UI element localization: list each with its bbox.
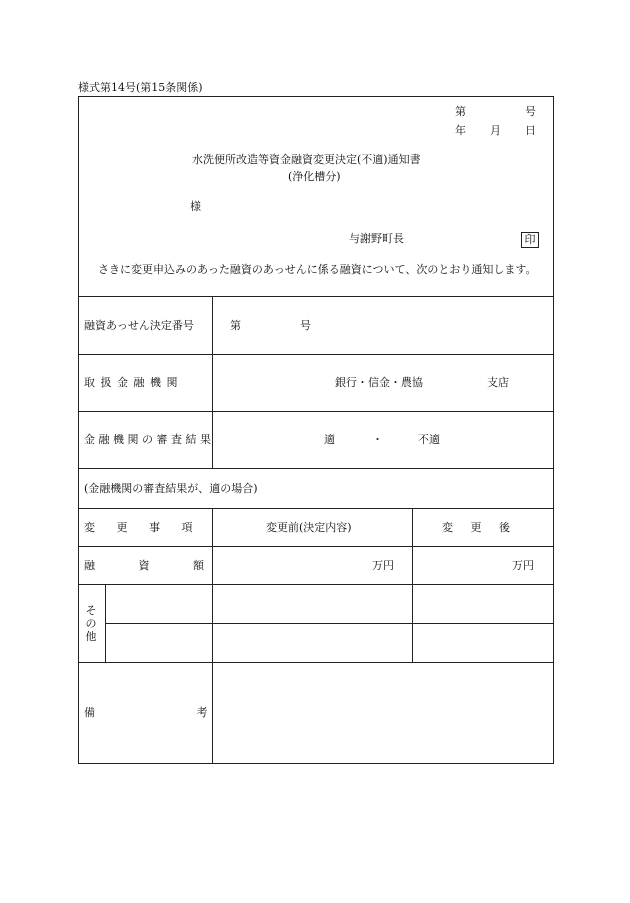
- loan-amount-label: 融 資 額: [84, 559, 204, 572]
- notice-body: さきに変更申込みのあった融資のあっせんに係る融資について、次のとおり通知します。: [98, 263, 537, 276]
- col-divider: [105, 584, 106, 662]
- decision-number-prefix: 第: [230, 319, 241, 332]
- row-divider: [78, 508, 554, 509]
- row-divider: [105, 623, 554, 624]
- col-divider: [212, 508, 213, 764]
- review-separator: ・: [372, 433, 383, 446]
- row-divider: [78, 546, 554, 547]
- row-divider: [78, 662, 554, 663]
- date-day: 日: [525, 124, 536, 137]
- form-label: 様式第14号(第15条関係): [78, 81, 203, 94]
- addressee-suffix: 様: [190, 200, 201, 213]
- document-title: 水洗便所改造等資金融資変更決定(不適)通知書: [192, 153, 421, 166]
- row-divider: [78, 468, 554, 469]
- date-month: 月: [490, 124, 501, 137]
- review-option-rejected: 不適: [418, 433, 440, 446]
- review-result-label: 金 融 機 関 の 審 査 結 果: [84, 433, 211, 446]
- remarks-label: 備 考: [84, 706, 208, 719]
- row-divider: [78, 296, 554, 297]
- decision-number-label: 融資あっせん決定番号: [84, 319, 194, 332]
- change-items-label: 変 更 事 項: [84, 521, 193, 534]
- review-option-approved: 適: [324, 433, 335, 446]
- institution-types: 銀行・信金・農協: [335, 376, 423, 389]
- row-divider: [78, 411, 554, 412]
- loan-after-unit: 万円: [512, 559, 534, 572]
- form-frame: [78, 96, 554, 764]
- number-prefix: 第: [455, 105, 466, 118]
- institution-label: 取 扱 金 融 機 関: [84, 376, 179, 389]
- row-divider: [78, 354, 554, 355]
- decision-number-suffix: 号: [300, 319, 311, 332]
- col-divider: [412, 508, 413, 662]
- approved-case-note: (金融機関の審査結果が、適の場合): [84, 482, 258, 495]
- seal-mark: 印: [521, 232, 539, 248]
- date-year: 年: [455, 124, 466, 137]
- document-subtitle: (浄化槽分): [288, 170, 341, 183]
- loan-before-unit: 万円: [372, 559, 394, 572]
- after-change-header: 変 更 後: [442, 521, 510, 534]
- issuer-name: 与謝野町長: [349, 232, 404, 245]
- other-items-label: その他: [85, 604, 97, 643]
- institution-branch: 支店: [487, 376, 509, 389]
- col-divider: [212, 296, 213, 468]
- number-suffix: 号: [525, 105, 536, 118]
- row-divider: [78, 584, 554, 585]
- before-change-header: 変更前(決定内容): [266, 521, 352, 534]
